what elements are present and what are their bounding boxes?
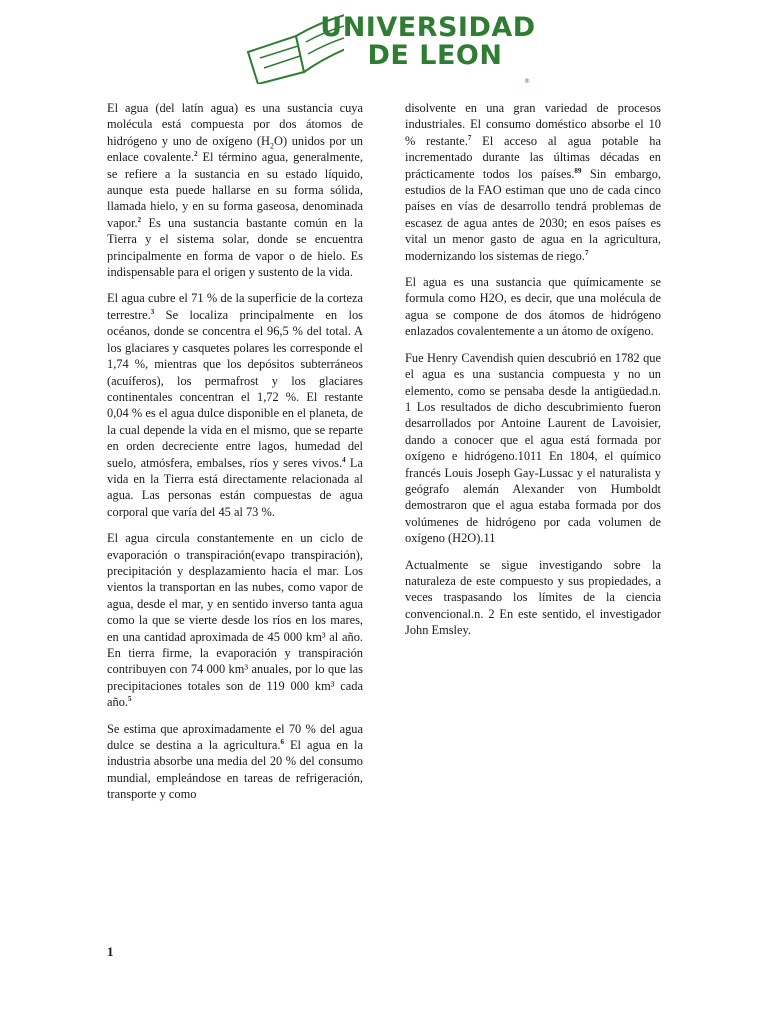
paragraph: El agua cubre el 71 % de la superficie de la corteza terrestre.$^3$ Se localiza principalmente en los océanos, donde se concentra el 96,5 % del total. A los glaciares y casquetes polares les corresponde el 1,74 %, mientras que los depósitos subterráneos (acuíferos), los permafrost y los glaciares continentales concentran el 1,72 %. El restante 0,04 % es el agua dulce disponible en el planeta, de la cual depende la vida en el mismo, que se reparte en orden decreciente entre lagos, humedad del suelo, atmósfera, embalses, ríos y seres vivos.$^4$ La vida en la Tierra está directamente relacionada al agua. Las personas están compuestas de agua corporal que varía del 45 al 73 %.: [107, 291, 363, 519]
right-column: [405, 100, 661, 649]
logo-line-1: UNIVERSIDAD: [320, 12, 536, 43]
university-logo: [244, 14, 544, 84]
paragraph: El agua circula constantemente en un ciclo de evaporación o transpiración(evapo transpiración), precipitación y desplazamiento hacia el mar. Los vientos la transportan en las nubes, como vapor de agua, desde el mar, y en sentido inverso tanta agua como la que se vierte desde los ríos en los mares, en una cantidad aproximada de 45 000 km³ al año. En tierra firme, la evaporación y transpiración contribuyen con 74 000 km³ anuales, por lo que las precipitaciones totales son de 119 000 km³ cada año.$^5$: [107, 531, 363, 710]
paragraph: Se estima que aproximadamente el 70 % del agua dulce se destina a la agricultura.$^6$ El agua en la industria absorbe una media del 20 % del consumo mundial, empleándose en tareas de refrigeración, transporte y como: [107, 721, 363, 802]
logo-wordmark: [318, 14, 538, 70]
paragraph: El agua es una sustancia que químicamente se formula como H2O, es decir, que una molécula de agua se compone de dos átomos de hidrógeno enlazados covalentemente a un átomo de oxígeno.: [405, 275, 661, 339]
page-number: 1: [107, 944, 114, 959]
paragraph: Fue Henry Cavendish quien descubrió en 1782 que el agua es una sustancia compuesta y no un elemento, como se pensaba desde la antigüedad.n. 1 Los resultados de dicho descubrimiento fueron desarrollados por Antoine Laurent de Lavoisier, dando a conocer que el agua está formada por oxígeno e hidrógeno.1011 En 1804, el químico francés Louis Joseph Gay-Lussac y el naturalista y geógrafo alemán Alexander von Humboldt demostraron que el agua estaba formada por dos volúmenes de hidrógeno por cada volumen de oxígeno (H2O).11: [405, 350, 661, 546]
left-column: [107, 100, 363, 813]
paragraph: Actualmente se sigue investigando sobre la naturaleza de este compuesto y sus propiedades, a veces traspasando los límites de la ciencia convencional.n. 2 En este sentido, el investigador John Emsley.: [405, 557, 661, 638]
paragraph: El agua (del latín agua) es una sustancia cuya molécula está compuesta por dos átomos de hidrógeno y uno de oxígeno $(H_2O)$ unidos por un enlace covalente.$^2$ El término agua, generalmente, se refiere a la sustancia en su estado líquido, aunque esta puede hallarse en su forma sólida, llamada hielo, y en su forma gaseosa, denominada vapor.$^2$ Es una sustancia bastante común en la Tierra y el sistema solar, donde se encuentra principalmente en forma de vapor o de hielo. Es indispensable para el origen y sustento de la vida.: [107, 101, 363, 280]
registered-mark: ®: [524, 78, 530, 85]
paragraph: disolvente en una gran variedad de procesos industriales. El consumo doméstico absorbe el 10 % restante.$^7$ El acceso al agua potable ha incrementado durante las últimas décadas en prácticamente todos los países.$^{89}$ Sin embargo, estudios de la FAO estiman que uno de cada cinco países en vías de desarrollo tendrá problemas de escasez de agua antes de 2030; en esos países es vital un menor gasto de agua en la agricultura, modernizando los sistemas de riego.$^7$: [405, 101, 662, 263]
logo-line-2: DE LEON: [367, 40, 503, 71]
